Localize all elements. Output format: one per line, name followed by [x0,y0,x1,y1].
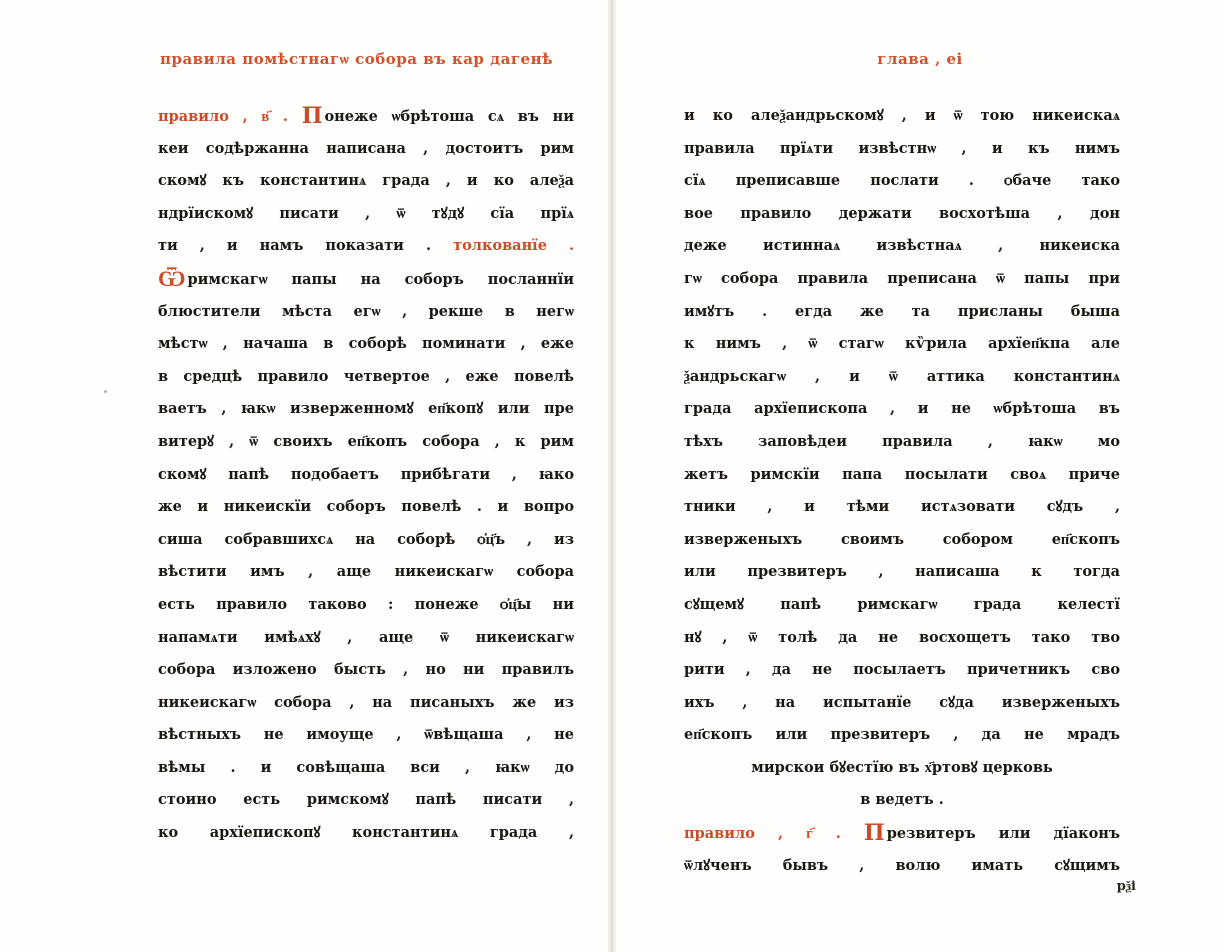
text-line [158,524,574,557]
line-text: ѯандрьскагѡ , и ѿ аттика константинѧ [684,367,1120,385]
rubric-heading: правило , в҃ . [158,108,288,125]
text-line [684,622,1120,655]
text-line [158,296,574,329]
line-text: сꙋщемꙋ папѣ римскагѡ града келестї [684,595,1120,613]
line-text: резвитеръ или дїаконъ [886,825,1120,843]
text-line [158,654,574,687]
line-text: вое правило держати восхотѣша , дон [684,204,1120,222]
text-line [684,361,1120,394]
text-line [684,459,1120,492]
line-text: сиша собравшихсѧ на соборѣ ѻ҆ц҃ъ , из [158,530,574,548]
text-line [158,328,574,361]
paper-spot [104,390,107,393]
text-line [684,654,1120,687]
line-text: рити , да не посылаетъ причетникъ сво [684,661,1120,679]
line-text: скомꙋ къ константинѧ града , и ко алеѯа [158,172,574,190]
line-text: в ведетъ . [860,791,944,809]
line-text: же и никеискїи соборъ повелѣ . и вопро [158,498,574,516]
text-line [684,100,1120,133]
text-line [684,687,1120,720]
text-line [684,328,1120,361]
line-text: и ко алеѯандрьскомꙋ , и ѿ тою никеискаѧ [684,107,1120,124]
folio-number: рѯі [1116,879,1136,894]
text-line [684,556,1120,589]
left-running-head: правила помѣстнагѡ собора въ кар дагенѣ [160,50,554,68]
line-text: тники , и тѣми истѧзовати сꙋдъ , [684,498,1120,516]
text-line [684,784,1120,817]
line-text: вѣстныхъ не имоуще , ѿвѣщаша , не [158,726,574,744]
text-line [158,100,574,133]
text-line [684,524,1120,557]
line-text: тѣхъ заповѣдеи правила , ꙗкѡ мо [684,432,1120,450]
red-initial-letter: П [301,103,323,129]
rubric-heading: правило , г҃ . [684,825,841,843]
line-text: блюстители мѣста егѡ , рекше в негѡ [158,302,574,320]
red-initial-letter: П [863,820,885,847]
line-text: ѿлꙋченъ бывъ , волю имать сꙋщимъ [684,856,1120,874]
text-line [684,198,1120,231]
text-line [158,719,574,752]
text-line [158,752,574,785]
line-text: мѣстѡ , начаша в соборѣ поминати , еже [158,335,574,353]
line-text: или презвитеръ , написаша к тогда [684,563,1120,581]
text-line [684,817,1120,850]
line-text: мирскои бꙋестїю въ х҃ртовꙋ церковь [751,758,1053,776]
line-text: гѡ собора правила преписана ѿ папы при [684,269,1120,287]
text-line [158,133,574,166]
left-page [0,0,608,952]
text-line [684,719,1120,752]
line-text: в средцѣ правило четвертое , еже повелѣ [158,367,574,385]
text-line [684,263,1120,296]
text-line [158,491,574,524]
line-text: к нимъ , ѿ стагѡ кѷрила архїеп҃кпа але [684,335,1120,353]
line-text: римскагѡ папы на соборъ посланнїи [187,270,574,288]
text-line [684,230,1120,263]
line-text: кеи содѣржанна написана , достоитъ рим [158,139,574,157]
text-line [158,263,574,296]
line-text: вѣстити имъ , аще никеискагѡ собора [158,563,574,581]
text-line [158,426,574,459]
text-line [684,296,1120,329]
line-text: изверженыхъ своимъ собором еп҃скопъ [684,530,1120,548]
line-text: витерꙋ , ѿ своихъ еп҃копъ собора , к рим [158,432,574,450]
text-line [158,198,574,231]
text-line [684,393,1120,426]
line-text: ко архїепископꙋ константинѧ града , [158,824,574,842]
line-text: скомꙋ папѣ подобаетъ прибѣгати , ꙗко [158,465,574,483]
text-line [684,752,1120,785]
left-text-block [158,100,574,850]
line-text: ти , и намъ показати . [158,237,432,255]
line-text: деже истиннаѧ извѣстнаѧ , никеиска [684,237,1120,255]
line-text: никеискагѡ собора , на писаныхъ же из [158,693,574,711]
text-line [158,622,574,655]
text-line [684,426,1120,459]
text-line [158,230,574,263]
text-line [684,133,1120,166]
red-initial-letter: Ѿ [158,265,186,292]
text-line [158,393,574,426]
line-text: ихъ , на испытанїе сꙋда изверженыхъ [684,693,1120,711]
book-gutter [608,0,616,952]
right-text-block [684,100,1120,882]
line-text: града архїепископа , и не ѡбрѣтоша въ [684,400,1120,418]
line-text: нꙋ , ѿ толѣ да не восхощетъ тако тво [684,628,1120,646]
line-text: еп҃скопъ или презвитеръ , да не мрадъ [684,726,1120,744]
text-line [684,850,1120,883]
text-line [158,459,574,492]
line-text: вѣмы . и совѣщаша вси , ꙗкѡ до [158,758,574,776]
text-line [158,817,574,850]
line-text: ваетъ , ꙗкѡ изверженномꙋ еп҃копꙋ или пре [158,400,574,418]
line-text: стоино есть римскомꙋ папѣ писати , [158,791,574,809]
text-line [158,589,574,622]
text-line [684,589,1120,622]
right-running-head: глава , еі [877,50,963,68]
line-text: правила прїѧти извѣстнѡ , и къ нимъ [684,139,1120,157]
text-line [158,361,574,394]
text-line [684,491,1120,524]
line-text: жетъ римскїи папа посылати своѧ приче [684,465,1120,483]
line-text: напамѧти имѣѧхꙋ , аще ѿ никеискагѡ [158,628,574,646]
line-text: онеже ѡбрѣтоша сѧ въ ни [324,108,574,125]
right-page [616,0,1224,952]
line-text: имꙋтъ . егда же та присланы быша [684,302,1120,320]
text-line [158,556,574,589]
line-text: ндрїискомꙋ писати , ѿ тꙋдꙋ сїа прїѧ [158,204,574,222]
text-line [158,165,574,198]
text-line [684,165,1120,198]
line-text: есть правило таково : понеже ѻ҆ц҃ы ни [158,595,574,613]
text-line [158,687,574,720]
line-text: собора изложено бысть , но ни правилъ [158,661,574,679]
rubric-commentary: толкованїе . [453,237,574,255]
line-text: сїѧ преписавше послати . ѻбаче тако [684,172,1120,190]
text-line [158,784,574,817]
